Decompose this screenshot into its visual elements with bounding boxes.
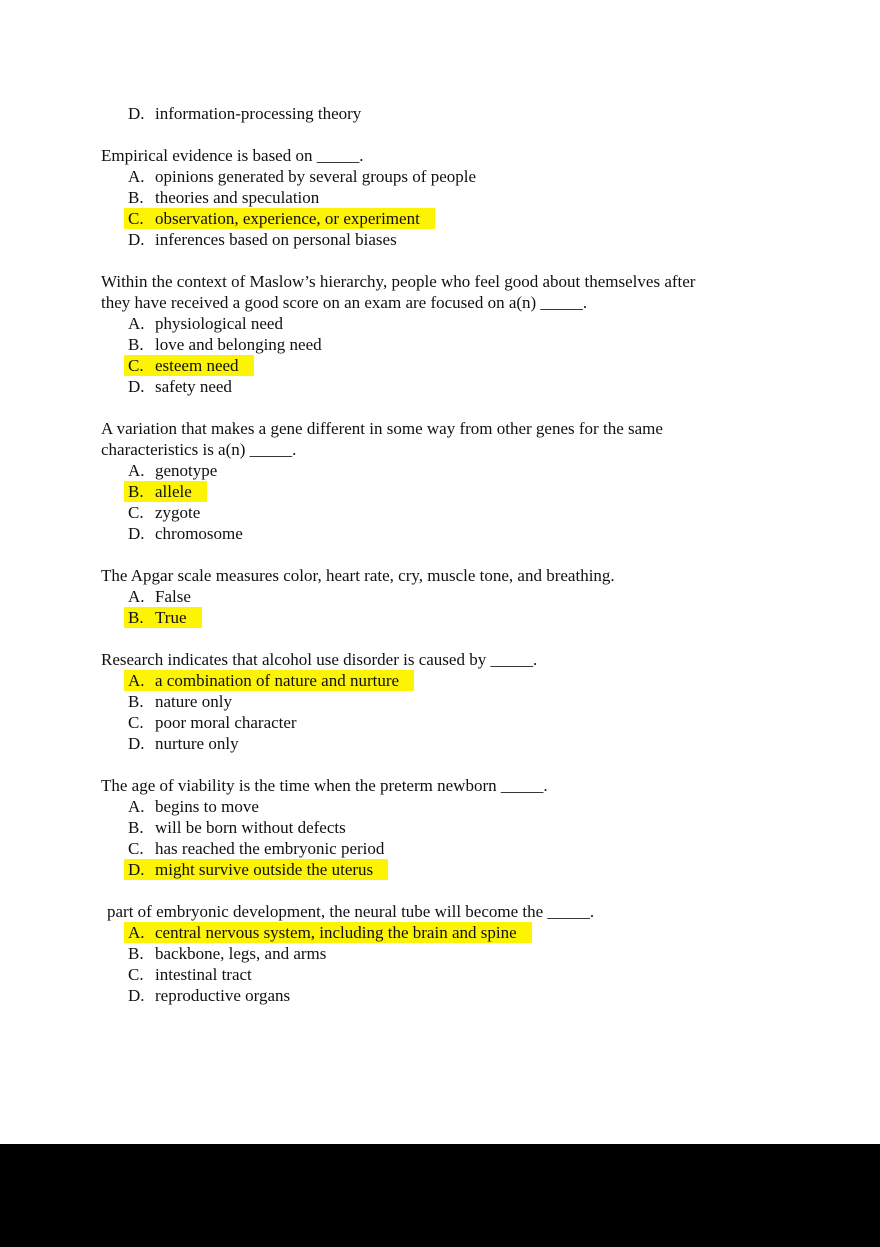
question-text: The Apgar scale measures color, heart rate, cry, muscle tone, and breathing. xyxy=(101,566,615,585)
option-row xyxy=(101,334,880,355)
option-line xyxy=(128,712,297,733)
option-text: True xyxy=(155,608,187,627)
option-row xyxy=(101,355,880,376)
option-line-highlighted xyxy=(124,607,202,628)
option-letter: A. xyxy=(128,587,145,606)
option-line xyxy=(128,460,217,481)
option-line-highlighted xyxy=(124,355,254,376)
question-text: Within the context of Maslow’s hierarchy, people who feel good about themselves after they have received a good score on an exam are focused on a(n) _____. xyxy=(101,272,696,312)
option-letter: A. xyxy=(128,923,145,942)
question-text: Research indicates that alcohol use disorder is caused by _____. xyxy=(101,650,538,669)
option-line xyxy=(128,817,346,838)
option-letter: B. xyxy=(128,818,144,837)
question-block xyxy=(101,103,880,124)
option-letter: B. xyxy=(128,335,144,354)
option-text: theories and speculation xyxy=(155,188,320,207)
option-row xyxy=(101,859,880,880)
question-text: Empirical evidence is based on _____. xyxy=(101,146,364,165)
option-line xyxy=(128,229,397,250)
option-line xyxy=(128,313,283,334)
option-row xyxy=(101,187,880,208)
option-row xyxy=(101,817,880,838)
option-letter: D. xyxy=(128,230,145,249)
option-row xyxy=(101,103,880,124)
option-line-highlighted xyxy=(124,481,207,502)
option-row xyxy=(101,460,880,481)
option-row xyxy=(101,313,880,334)
option-letter: A. xyxy=(128,671,145,690)
option-text: False xyxy=(155,587,191,606)
question-text: The age of viability is the time when the preterm newborn _____. xyxy=(101,776,548,795)
option-line xyxy=(128,187,319,208)
option-row xyxy=(101,523,880,544)
option-row xyxy=(101,691,880,712)
option-line xyxy=(128,964,252,985)
option-text: nature only xyxy=(155,692,232,711)
option-row xyxy=(101,670,880,691)
option-row xyxy=(101,166,880,187)
question-block xyxy=(101,418,880,544)
option-line xyxy=(128,733,239,754)
option-line xyxy=(128,943,326,964)
option-letter: B. xyxy=(128,188,144,207)
option-letter: D. xyxy=(128,524,145,543)
option-line xyxy=(128,985,290,1006)
option-text: allele xyxy=(155,482,192,501)
option-line xyxy=(128,796,259,817)
option-letter: A. xyxy=(128,797,145,816)
option-text: chromosome xyxy=(155,524,243,543)
option-line-highlighted xyxy=(124,208,435,229)
option-row xyxy=(101,964,880,985)
option-letter: D. xyxy=(128,377,145,396)
option-letter: C. xyxy=(128,839,144,858)
option-letter: C. xyxy=(128,965,144,984)
question-block xyxy=(101,271,880,397)
option-text: intestinal tract xyxy=(155,965,252,984)
option-letter: C. xyxy=(128,713,144,732)
option-text: zygote xyxy=(155,503,201,522)
option-text: poor moral character xyxy=(155,713,297,732)
option-line-highlighted xyxy=(124,922,532,943)
option-row xyxy=(101,733,880,754)
option-row xyxy=(101,607,880,628)
option-letter: B. xyxy=(128,944,144,963)
option-text: safety need xyxy=(155,377,232,396)
question-block xyxy=(101,775,880,880)
option-letter: D. xyxy=(128,734,145,753)
option-text: opinions generated by several groups of people xyxy=(155,167,477,186)
option-line xyxy=(128,523,243,544)
option-row xyxy=(101,376,880,397)
option-line xyxy=(128,691,232,712)
option-row xyxy=(101,922,880,943)
option-text: central nervous system, including the brain and spine xyxy=(155,923,517,942)
option-letter: D. xyxy=(128,860,145,879)
option-line xyxy=(128,586,191,607)
option-line-highlighted xyxy=(124,670,414,691)
option-text: physiological need xyxy=(155,314,283,333)
question-block xyxy=(101,565,880,628)
option-row xyxy=(101,502,880,523)
option-line xyxy=(128,334,322,355)
option-row xyxy=(101,943,880,964)
option-line xyxy=(128,166,476,187)
option-text: a combination of nature and nurture xyxy=(155,671,400,690)
option-letter: B. xyxy=(128,692,144,711)
option-text: observation, experience, or experiment xyxy=(155,209,420,228)
option-text: esteem need xyxy=(155,356,239,375)
option-text: genotype xyxy=(155,461,218,480)
option-text: inferences based on personal biases xyxy=(155,230,397,249)
option-line xyxy=(128,502,200,523)
option-letter: A. xyxy=(128,461,145,480)
option-letter: A. xyxy=(128,314,145,333)
option-row xyxy=(101,838,880,859)
option-row xyxy=(101,796,880,817)
option-text: information-processing theory xyxy=(155,104,362,123)
option-text: will be born without defects xyxy=(155,818,346,837)
option-letter: C. xyxy=(128,503,144,522)
question-text: A variation that makes a gene different in some way from other genes for the same characteristics is a(n) _____. xyxy=(101,419,663,459)
option-line xyxy=(128,838,384,859)
question-text: part of embryonic development, the neural tube will become the _____. xyxy=(107,902,595,921)
option-letter: B. xyxy=(128,608,144,627)
option-letter: B. xyxy=(128,482,144,501)
option-row xyxy=(101,985,880,1006)
option-letter: D. xyxy=(128,104,145,123)
option-text: love and belonging need xyxy=(155,335,322,354)
option-text: reproductive organs xyxy=(155,986,291,1005)
option-line xyxy=(128,103,361,124)
option-row xyxy=(101,712,880,733)
question-block xyxy=(101,901,880,1006)
option-row xyxy=(101,229,880,250)
option-row xyxy=(101,481,880,502)
option-line-highlighted xyxy=(124,859,388,880)
question-block xyxy=(101,145,880,250)
option-text: has reached the embryonic period xyxy=(155,839,385,858)
option-text: nurture only xyxy=(155,734,239,753)
option-row xyxy=(101,208,880,229)
option-row xyxy=(101,586,880,607)
option-text: begins to move xyxy=(155,797,259,816)
question-block xyxy=(101,649,880,754)
option-letter: D. xyxy=(128,986,145,1005)
option-text: backbone, legs, and arms xyxy=(155,944,327,963)
letterbox-bottom xyxy=(0,1144,880,1247)
option-text: might survive outside the uterus xyxy=(155,860,374,879)
option-line xyxy=(128,376,232,397)
option-letter: A. xyxy=(128,167,145,186)
option-letter: C. xyxy=(128,209,144,228)
option-letter: C. xyxy=(128,356,144,375)
